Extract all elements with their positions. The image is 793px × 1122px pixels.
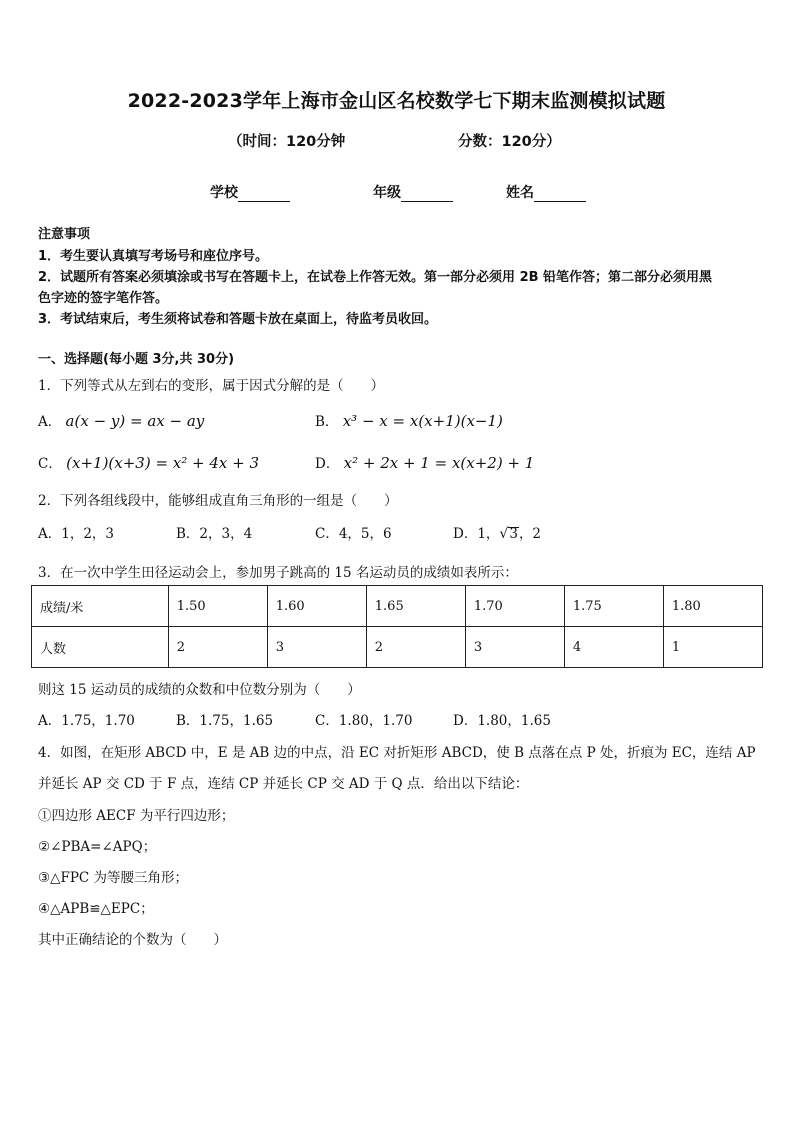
table-cell: 1 bbox=[663, 627, 762, 668]
q1-option-a-expr: a(x − y) = ax − ay bbox=[65, 412, 205, 430]
exam-time: （时间：120分钟 bbox=[228, 134, 346, 150]
q2-option-c[interactable]: C．4，5，6 bbox=[315, 526, 392, 542]
table-cell: 3 bbox=[267, 627, 366, 668]
q2-option-d[interactable] bbox=[453, 522, 541, 542]
q1-option-a[interactable] bbox=[38, 410, 204, 430]
table-cell: 2 bbox=[366, 627, 465, 668]
grade-blank[interactable] bbox=[401, 187, 453, 202]
q2-option-a[interactable]: A．1，2，3 bbox=[38, 526, 115, 542]
q2-option-d-root: 3 bbox=[509, 526, 518, 542]
school-blank[interactable] bbox=[238, 187, 290, 202]
exam-score: 分数：120分） bbox=[458, 134, 561, 150]
grade-field bbox=[373, 182, 453, 202]
q1-option-c-expr: (x+1)(x+3) = x² + 4x + 3 bbox=[66, 454, 260, 472]
q1-stem: 1．下列等式从左到右的变形，属于因式分解的是（ ） bbox=[38, 378, 385, 394]
grade-label: 年级 bbox=[373, 185, 401, 201]
q3-option-c[interactable]: C．1.80，1.70 bbox=[315, 713, 413, 729]
q1-option-c-label: C． bbox=[38, 456, 62, 472]
q2-option-d-suffix: ，2 bbox=[518, 526, 542, 542]
q1-option-c[interactable] bbox=[38, 452, 259, 472]
table-row bbox=[32, 586, 763, 627]
table-cell: 成绩/米 bbox=[32, 586, 169, 627]
table-cell: 1.50 bbox=[168, 586, 267, 627]
notice-item: 2．试题所有答案必须填涂或书写在答题卡上，在试卷上作答无效。第一部分必须用 2B 铅笔作答；第二部分必须用黑 bbox=[38, 270, 713, 285]
name-blank[interactable] bbox=[534, 187, 586, 202]
table-cell: 1.80 bbox=[663, 586, 762, 627]
sqrt-icon: √ bbox=[499, 526, 509, 542]
q1-option-d[interactable] bbox=[315, 452, 534, 472]
q4-question: 其中正确结论的个数为（ ） bbox=[38, 932, 227, 948]
section-heading: 一、选择题(每小题 3分,共 30分) bbox=[38, 352, 235, 367]
table-cell: 人数 bbox=[32, 627, 169, 668]
q1-option-d-expr: x² + 2x + 1 = x(x+2) + 1 bbox=[343, 454, 535, 472]
table-cell: 1.70 bbox=[465, 586, 564, 627]
q4-conclusion-3: ③△FPC 为等腰三角形； bbox=[38, 870, 189, 886]
name-field bbox=[506, 182, 586, 202]
q1-option-b[interactable] bbox=[315, 410, 503, 430]
notice-item: 色字迹的签字笔作答。 bbox=[38, 291, 169, 306]
q2-stem: 2．下列各组线段中，能够组成直角三角形的一组是（ ） bbox=[38, 493, 398, 509]
q1-option-b-expr: x³ − x = x(x+1)(x−1) bbox=[342, 412, 503, 430]
table-row bbox=[32, 627, 763, 668]
q1-option-b-label: B． bbox=[315, 414, 339, 430]
q4-conclusion-1: ①四边形 AECF 为平行四边形； bbox=[38, 808, 235, 824]
name-label: 姓名 bbox=[506, 185, 534, 201]
q3-stem: 3．在一次中学生田径运动会上，参加男子跳高的 15 名运动员的成绩如表所示： bbox=[38, 565, 518, 581]
q3-option-a[interactable]: A．1.75，1.70 bbox=[38, 713, 135, 729]
notice-heading: 注意事项 bbox=[38, 227, 91, 242]
q4-conclusion-2: ②∠PBA=∠APQ； bbox=[38, 839, 157, 855]
q3-option-d[interactable]: D．1.80，1.65 bbox=[453, 713, 551, 729]
table-cell: 1.75 bbox=[564, 586, 663, 627]
q4-line: 4．如图，在矩形 ABCD 中，E 是 AB 边的中点，沿 EC 对折矩形 ABCD，使 B 点落在点 P 处，折痕为 EC，连结 AP bbox=[38, 745, 756, 761]
q2-option-b[interactable]: B．2，3，4 bbox=[176, 526, 253, 542]
q2-option-d-prefix: D．1， bbox=[453, 526, 500, 542]
notice-item: 1．考生要认真填写考场号和座位序号。 bbox=[38, 249, 269, 264]
school-label: 学校 bbox=[210, 185, 238, 201]
table-cell: 4 bbox=[564, 627, 663, 668]
score-table bbox=[31, 585, 763, 668]
q3-question: 则这 15 运动员的成绩的众数和中位数分别为（ ） bbox=[38, 682, 361, 698]
notice-item: 3．考试结束后，考生须将试卷和答题卡放在桌面上，待监考员收回。 bbox=[38, 312, 438, 327]
table-cell: 3 bbox=[465, 627, 564, 668]
q1-option-d-label: D． bbox=[315, 456, 340, 472]
q3-option-b[interactable]: B．1.75，1.65 bbox=[176, 713, 274, 729]
q1-option-a-label: A． bbox=[38, 414, 62, 430]
table-cell: 1.65 bbox=[366, 586, 465, 627]
q4-conclusion-4: ④△APB≌△EPC； bbox=[38, 901, 154, 917]
q4-line: 并延长 AP 交 CD 于 F 点，连结 CP 并延长 CP 交 AD 于 Q 点．给出以下结论： bbox=[38, 776, 529, 792]
exam-title: 2022-2023学年上海市金山区名校数学七下期末监测模拟试题 bbox=[127, 90, 666, 112]
table-cell: 2 bbox=[168, 627, 267, 668]
table-cell: 1.60 bbox=[267, 586, 366, 627]
school-field bbox=[210, 182, 290, 202]
